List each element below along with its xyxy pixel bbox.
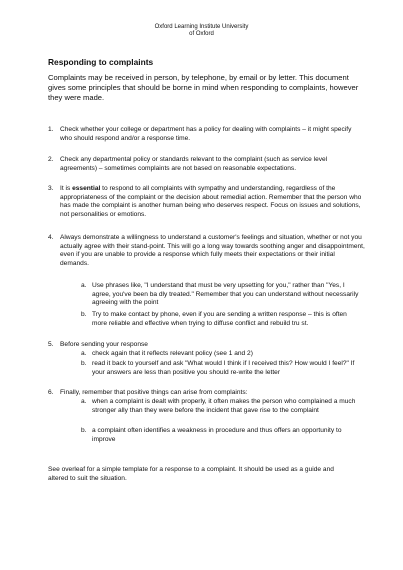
sub-letter: b. [81,427,87,434]
point-number: 6. [48,389,54,396]
sub-text: a complaint often identifies a weakness in procedure and thus offers an opportunity to improve [92,427,342,443]
footer-text: See overleaf for a simple template for a response to a complaint. It should be used as a guide and altered to suit the situation. [48,466,334,482]
point-text: Always demonstrate a willingness to understand a customer's feelings and situation, whether or not you actually agree with their stand-point. This will go a long way towards soothing anger and disappointment, even if you are unable to provide a response which fully meets their expectations or their initial demands. [60,234,365,267]
point-text [60,185,365,219]
university-name: of Oxford [189,31,214,37]
document-header [0,24,403,38]
point-text-rest: to respond to all complaints with sympathy and understanding, regardless of the appropriateness of the complaint or the decision about remedial action. Remember that the person who has made the complaint is another human being who deserves respect. Focus on issues and solutions, not personalities or emotions. [60,185,362,218]
point-number: 1. [48,126,54,133]
point-text: Before sending your response [60,341,148,348]
sub-text: Try to make contact by phone, even if you are sending a written response – this is often more reliable and effective when trying to diffuse conflict and rebuild tru st. [92,311,347,327]
point-number: 2. [48,156,54,163]
point-text-pre: It is [60,185,73,192]
sub-letter: b. [81,360,87,367]
sub-letter: b. [81,311,87,318]
sub-letter: a. [81,350,87,357]
page-title: Responding to complaints [48,57,154,67]
footer-note [48,466,368,483]
point-text: Check whether your college or department has a policy for dealing with complaints – it might specify who should respond and/or a response time. [60,126,352,142]
sub-letter: a. [81,398,87,405]
institution-name: Oxford Learning Institute University [154,24,249,30]
point-text: Check any departmental policy or standards relevant to the complaint (such as service level agreements) – sometimes complaints are not based on reasonable expectations. [60,156,328,172]
sub-letter: a. [81,282,87,289]
point-number: 4. [48,234,54,241]
sub-text: Use phrases like, "I understand that must be very upsetting for you," rather than "Yes, I agree, you've been ba dly treated." Remember that you can understand without necessarily agreeing with the point [92,282,359,307]
sub-text: read it back to yourself and ask "What would I think if I received this? How would I feel?" If your answers are less than positive you should re-write the letter [92,360,355,376]
sub-text: check again that it reflects relevant policy (see 1 and 2) [92,350,253,357]
point-number: 3. [48,185,54,192]
intro-paragraph: Complaints may be received in person, by telephone, by email or by letter. This document gives some principles that should be borne in mind when responding to complaints, however they were made. [48,73,359,102]
point-text: Finally, remember that positive things can arise from complaints: [60,389,248,396]
sub-text: when a complaint is dealt with properly, it often makes the person who complained a much stronger ally than they were before the incident that gave rise to the complaint [92,398,356,414]
emphasis-essential: essential [72,185,101,192]
point-number: 5. [48,341,54,348]
